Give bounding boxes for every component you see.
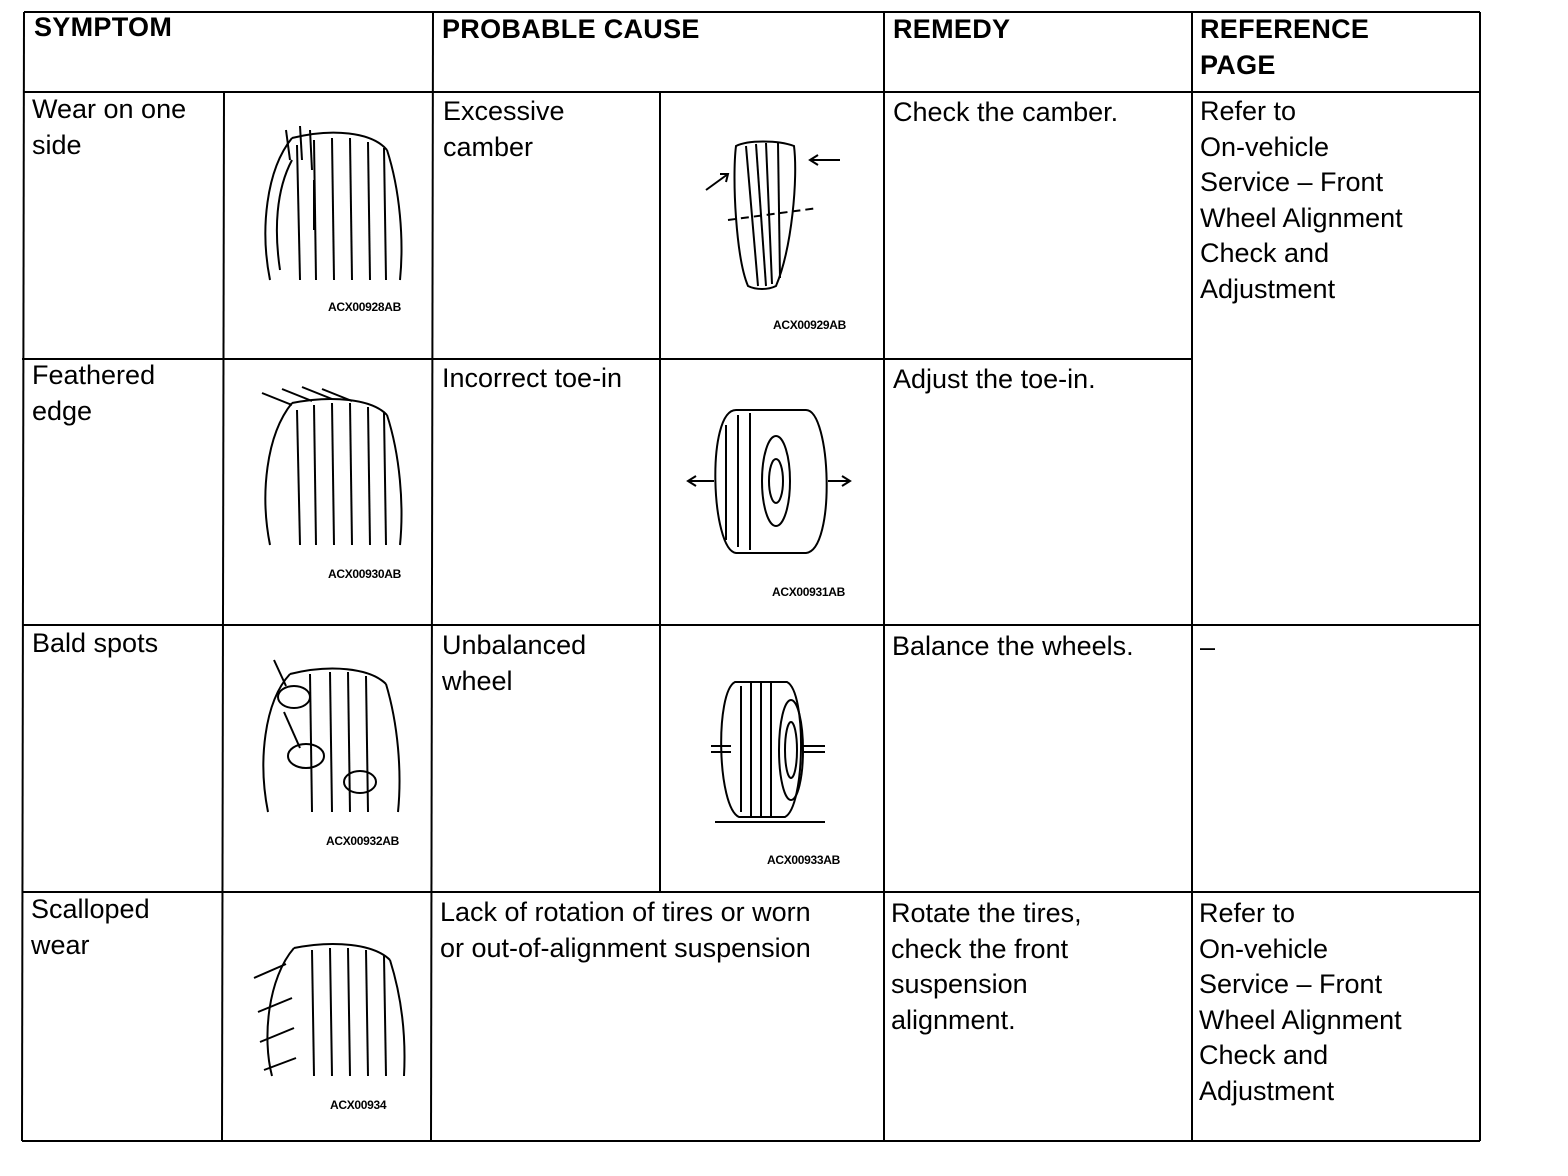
row-4-remedy: Rotate the tires, check the front suspension alignment. [891, 898, 1082, 1035]
header-probable-cause: PROBABLE CAUSE [442, 14, 700, 44]
row-1-reference: Refer to On-vehicle Service – Front Wheel Alignment Check and Adjustment [1200, 96, 1403, 304]
row-3-symptom-figure-code: ACX00932AB [326, 834, 400, 848]
row-3-reference: – [1200, 632, 1216, 662]
row-2-cause: Incorrect toe-in [442, 363, 623, 393]
row-1-symptom: Wear on one side [32, 94, 187, 160]
row-1-symptom-figure-code: ACX00928AB [328, 300, 402, 314]
row-4-reference: Refer to On-vehicle Service – Front Wheel Alignment Check and Adjustment [1199, 898, 1402, 1106]
tire-tread-feathered-edge-figure [252, 385, 412, 550]
row-1-cause-figure-code: ACX00929AB [773, 318, 847, 332]
row-4-cause: Lack of rotation of tires or worn or out-of-alignment suspension [440, 897, 811, 963]
header-remedy: REMEDY [893, 14, 1011, 44]
row-4-symptom-figure-code: ACX00934 [330, 1098, 387, 1112]
header-reference-page: REFERENCE PAGE [1200, 14, 1370, 80]
wheel-toe-in-figure [686, 405, 856, 560]
row-3-cause: Unbalanced wheel [442, 630, 587, 696]
row-4-symptom: Scalloped wear [31, 894, 150, 960]
tire-tread-one-side-wear-figure [252, 120, 412, 285]
row-2-symptom: Feathered edge [32, 360, 156, 426]
row-1-remedy: Check the camber. [893, 97, 1119, 127]
header-symptom: SYMPTOM [34, 12, 173, 42]
tire-tread-bald-spots-figure [248, 652, 413, 817]
row-1-cause: Excessive camber [443, 96, 565, 162]
row-2-symptom-figure-code: ACX00930AB [328, 567, 402, 581]
row-3-cause-figure-code: ACX00933AB [767, 853, 841, 867]
row-3-symptom: Bald spots [32, 628, 159, 658]
wheel-camber-figure [698, 138, 848, 293]
row-3-remedy: Balance the wheels. [892, 631, 1134, 661]
row-2-cause-figure-code: ACX00931AB [772, 585, 846, 599]
wheel-unbalanced-figure [705, 672, 840, 827]
tire-tread-scalloped-wear-figure [250, 938, 415, 1078]
row-2-remedy: Adjust the toe-in. [893, 364, 1096, 394]
